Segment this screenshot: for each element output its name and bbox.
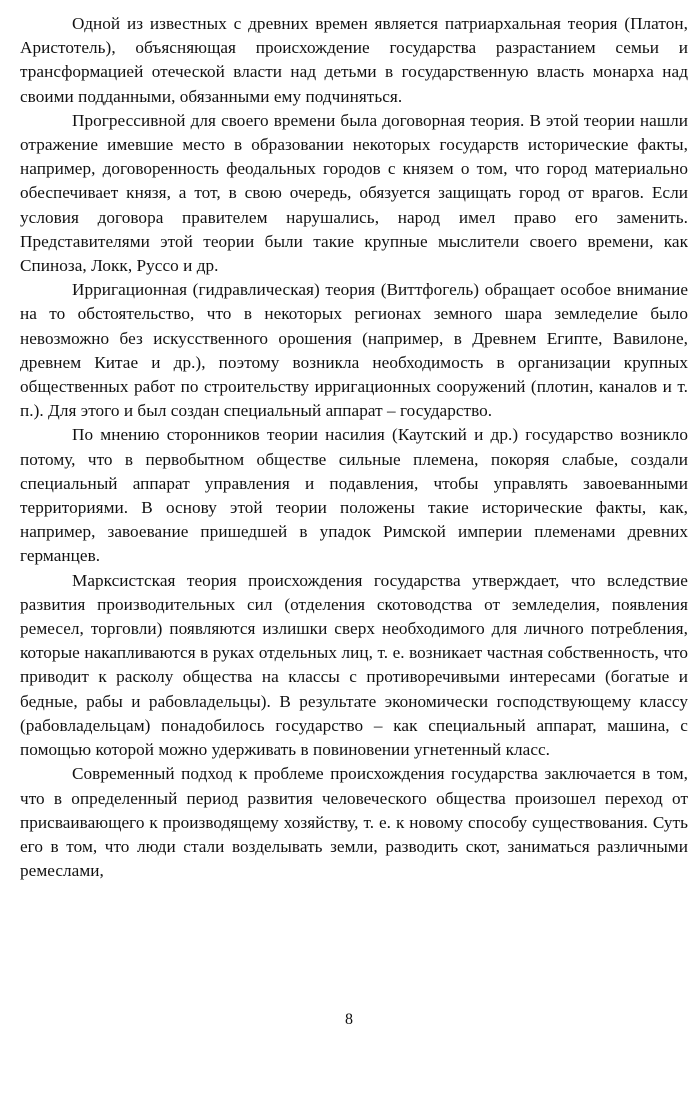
paragraph-patriarchal-theory: Одной из известных с древних времен является патриархальная теория (Платон, Аристотель), объясняющая происхождение государства разрастанием семьи и трансформацией отеческой власти над детьми в государственную власть монарха над своими подданными, обязанными ему подчиняться. — [20, 14, 688, 106]
paragraph-violence-theory: По мнению сторонников теории насилия (Каутский и др.) государство возникло потому, что в первобытном обществе сильные племена, покоряя слабые, создали специальный аппарат управления и подавления, чтобы управлять завоеванными территориями. В основу этой теории положены такие исторические факты, как, например, завоевание пришедшей в упадок Римской империи племенами древних германцев. — [20, 425, 688, 566]
paragraph-marxist-theory: Марксистская теория происхождения государства утверждает, что вследствие развития производительных сил (отделения скотоводства от земледелия, появления ремесел, торговли) появляются излишки сверх необходимого для личного потребления, которые накапливаются в руках отдельных лиц, т. е. возникает частная собственность, что приводит к расколу общества на классы с противоречивыми интересами (богатые и бедные, рабы и рабовладельцы). В результате экономически господствующему классу (рабовладельцам) понадобилось государство – как специальный аппарат, машина, с помощью которой можно удерживать в повиновении угнетенный класс. — [20, 570, 688, 760]
paragraph-irrigation-theory: Ирригационная (гидравлическая) теория (Виттфогель) обращает особое внимание на то обстоятельство, что в некоторых регионах земного шара земледелие было невозможно без искусственного орошения (например, в Древнем Египте, Вавилоне, древнем Китае и др.), поэтому возникла необходимость в организации крупных общественных работ по строительству ирригационных сооружений (плотин, каналов и т. п.). Для этого и был создан специальный аппарат – государство. — [20, 280, 688, 421]
page-number: 8 — [345, 1011, 353, 1028]
paragraph-contract-theory: Прогрессивной для своего времени была договорная теория. В этой теории нашли отражение имевшие место в образовании некоторых государств исторические факты, например, договоренность феодальных городов с князем о том, что город материально обеспечивает князя, а тот, в свою очередь, обязуется защищать город от врагов. Если условия договора правителем нарушались, народ имел право его заменить. Представителями этой теории были такие крупные мыслители своего времени, как Спиноза, Локк, Руссо и др. — [20, 110, 688, 276]
page-body — [20, 12, 688, 883]
paragraph-modern-approach: Современный подход к проблеме происхождения государства заключается в том, что в определенный период развития человеческого общества произошел переход от присваивающего к производящему хозяйству, т. е. к новому способу существования. Суть его в том, что люди стали возделывать земли, разводить скот, заниматься различными ремеслами, — [20, 764, 688, 881]
